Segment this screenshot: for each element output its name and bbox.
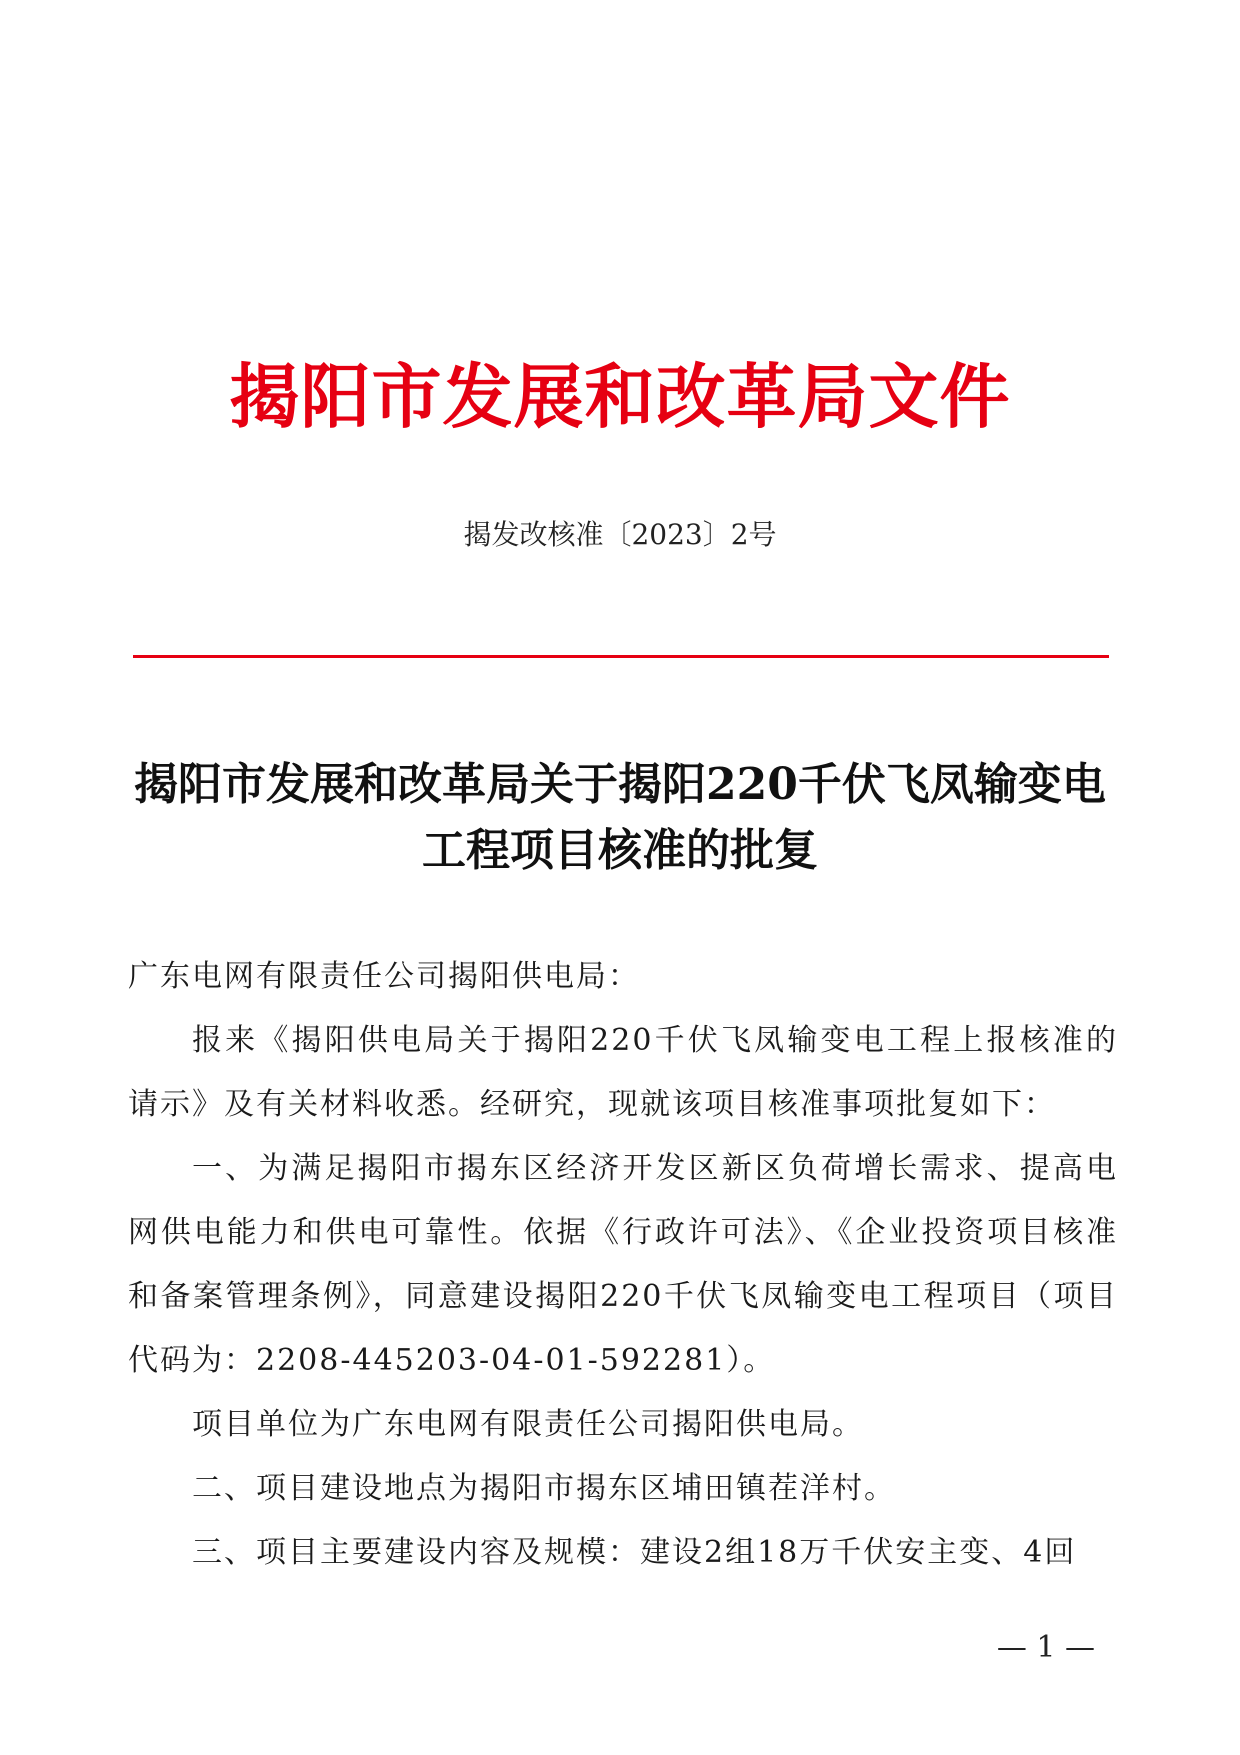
document-title-line-2: 工程项目核准的批复 [422, 825, 818, 876]
body-paragraph-3: 项目单位为广东电网有限责任公司揭阳供电局。 [192, 1407, 864, 1442]
salutation: 广东电网有限责任公司揭阳供电局： [128, 959, 640, 994]
document-masthead: 揭阳市发展和改革局文件 [229, 355, 1011, 438]
body-paragraph-4: 二、项目建设地点为揭阳市揭东区埔田镇茬洋村。 [192, 1471, 896, 1506]
page-number: — 1 — [996, 1630, 1095, 1665]
document-title-line-1: 揭阳市发展和改革局关于揭阳220千伏飞凤输变电 [134, 759, 1106, 810]
body-paragraph-5: 三、项目主要建设内容及规模：建设2组18万千伏安主变、4回 [192, 1535, 1077, 1570]
document-number: 揭发改核准〔2023〕2号 [463, 518, 777, 551]
document-title [110, 752, 1130, 884]
body-paragraph-2: 一、为满足揭阳市揭东区经济开发区新区负荷增长需求、提高电网供电能力和供电可靠性。依据《行政许可法》、《企业投资项目核准和备案管理条例》，同意建设揭阳220千伏飞凤输变电工程项目（项目代码为：2208-445203-04-01-592281）。 [128, 1151, 1118, 1378]
body-paragraph-1: 报来《揭阳供电局关于揭阳220千伏飞凤输变电工程上报核准的请示》及有关材料收悉。经研究，现就该项目核准事项批复如下： [128, 1023, 1118, 1122]
red-divider-line [133, 655, 1109, 658]
document-body [128, 945, 1118, 1585]
